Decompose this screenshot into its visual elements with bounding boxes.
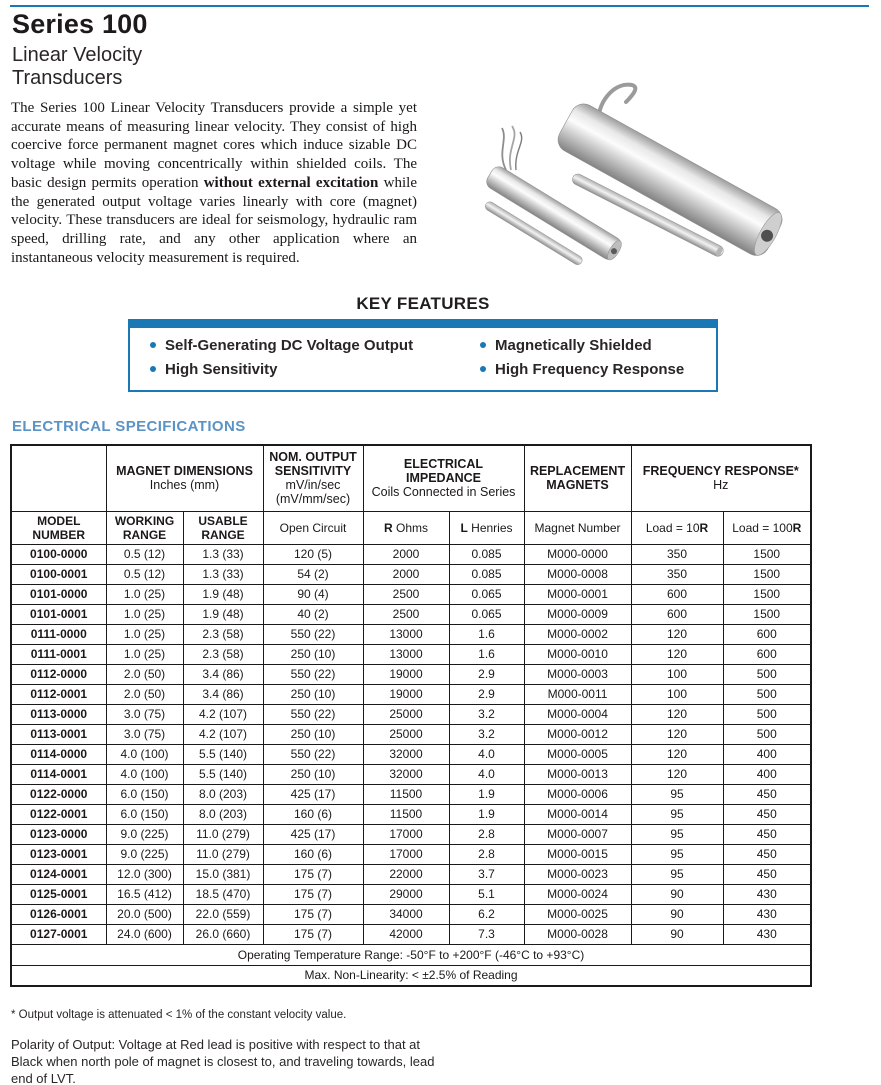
table-row — [11, 584, 811, 604]
table-row — [11, 904, 811, 924]
spec-value-cell: 95 — [631, 824, 723, 844]
electrical-specifications-heading: ELECTRICAL SPECIFICATIONS — [12, 418, 246, 435]
intro-text-after: while the generated output voltage varies linearly with core (magnet) velocity. These transducers are ideal for seismology, hydraulic ram speed, drilling rate, and any other application where an instantaneous velocity measurement is required. — [11, 174, 418, 266]
top-rule — [10, 5, 869, 7]
spec-value-cell: 4.0 — [449, 744, 524, 764]
spec-value-cell: M000-0003 — [524, 664, 631, 684]
spec-value-cell: 1500 — [723, 604, 811, 624]
feature-item — [480, 337, 712, 354]
spec-value-cell: 32000 — [363, 764, 449, 784]
table-row — [11, 604, 811, 624]
intro-paragraph — [11, 99, 417, 267]
spec-value-cell: 0.065 — [449, 604, 524, 624]
spec-value-cell: 120 — [631, 644, 723, 664]
working-range-header: WORKING RANGE — [106, 511, 183, 544]
feature-label: High Sensitivity — [165, 361, 278, 378]
model-number-cell: 0114-0000 — [11, 744, 106, 764]
spec-value-cell: 0.5 (12) — [106, 544, 183, 564]
spec-value-cell: 13000 — [363, 624, 449, 644]
model-number-cell: 0113-0000 — [11, 704, 106, 724]
header-title: ELECTRICAL IMPEDANCE — [403, 457, 484, 486]
spec-value-cell: 5.5 (140) — [183, 764, 263, 784]
spec-value-cell: 95 — [631, 844, 723, 864]
spec-value-cell: 450 — [723, 844, 811, 864]
spec-value-cell: 250 (10) — [263, 644, 363, 664]
spec-value-cell: 175 (7) — [263, 924, 363, 944]
spec-value-cell: 19000 — [363, 664, 449, 684]
spec-value-cell: 9.0 (225) — [106, 824, 183, 844]
table-row — [11, 544, 811, 564]
spec-value-cell: 250 (10) — [263, 764, 363, 784]
spec-value-cell: 54 (2) — [263, 564, 363, 584]
load-100r-header: Load = 100R — [723, 511, 811, 544]
spec-value-cell: M000-0014 — [524, 804, 631, 824]
group-header-row — [11, 445, 811, 511]
table-row — [11, 644, 811, 664]
load-10r-header: Load = 10R — [631, 511, 723, 544]
spec-value-cell: 1.9 — [449, 784, 524, 804]
spec-value-cell: 6.2 — [449, 904, 524, 924]
spec-value-cell: 1.3 (33) — [183, 564, 263, 584]
magnet-dimensions-header — [106, 445, 263, 511]
spec-value-cell: 2.9 — [449, 684, 524, 704]
spec-value-cell: 2.9 — [449, 664, 524, 684]
r-ohms-header: R Ohms — [363, 511, 449, 544]
table-row — [11, 744, 811, 764]
spec-value-cell: 4.2 (107) — [183, 724, 263, 744]
lead-wire-medium-2 — [510, 126, 515, 170]
operating-temp-row — [11, 944, 811, 965]
subtitle-line-1: Linear Velocity — [12, 44, 143, 66]
header-sub: mV/in/sec — [285, 478, 341, 493]
model-number-cell: 0126-0001 — [11, 904, 106, 924]
spec-value-cell: 350 — [631, 544, 723, 564]
spec-value-cell: 2.3 (58) — [183, 624, 263, 644]
header-sub: (mV/mm/sec) — [275, 492, 351, 507]
subtitle-line-2: Transducers — [12, 67, 123, 89]
lead-wire-medium-1 — [502, 128, 506, 170]
spec-value-cell: 600 — [723, 624, 811, 644]
spec-value-cell: 3.4 (86) — [183, 684, 263, 704]
spec-value-cell: 11.0 (279) — [183, 844, 263, 864]
spec-value-cell: 20.0 (500) — [106, 904, 183, 924]
model-number-cell: 0111-0000 — [11, 624, 106, 644]
operating-temp-cell: Operating Temperature Range: -50°F to +200°F (-46°C to +93°C) — [11, 944, 811, 965]
header-title: REPLACEMENT MAGNETS — [529, 464, 626, 493]
spec-value-cell: M000-0023 — [524, 864, 631, 884]
spec-value-cell: 1.0 (25) — [106, 584, 183, 604]
spec-value-cell: 1.0 (25) — [106, 644, 183, 664]
spec-value-cell: 175 (7) — [263, 864, 363, 884]
spec-value-cell: 450 — [723, 784, 811, 804]
model-number-cell: 0112-0000 — [11, 664, 106, 684]
table-row — [11, 784, 811, 804]
spec-value-cell: 1500 — [723, 544, 811, 564]
feature-item — [480, 361, 712, 378]
spec-value-cell: 19000 — [363, 684, 449, 704]
model-number-cell: 0123-0001 — [11, 844, 106, 864]
spec-value-cell: 5.1 — [449, 884, 524, 904]
spec-value-cell: 400 — [723, 744, 811, 764]
spec-value-cell: 250 (10) — [263, 684, 363, 704]
replacement-magnets-header — [524, 445, 631, 511]
spec-value-cell: M000-0004 — [524, 704, 631, 724]
model-number-cell: 0122-0000 — [11, 784, 106, 804]
spec-value-cell: 425 (17) — [263, 824, 363, 844]
spec-value-cell: 3.7 — [449, 864, 524, 884]
table-row — [11, 704, 811, 724]
spec-value-cell: M000-0002 — [524, 624, 631, 644]
spec-value-cell: 95 — [631, 784, 723, 804]
spec-value-cell: 600 — [723, 644, 811, 664]
spec-value-cell: M000-0028 — [524, 924, 631, 944]
spec-value-cell: 175 (7) — [263, 904, 363, 924]
spec-value-cell: 450 — [723, 864, 811, 884]
frequency-response-header — [631, 445, 811, 511]
spec-value-cell: 3.4 (86) — [183, 664, 263, 684]
spec-value-cell: 3.0 (75) — [106, 724, 183, 744]
header-title: FREQUENCY RESPONSE* — [642, 464, 799, 479]
bullet-icon — [480, 342, 486, 348]
key-features-list — [130, 328, 716, 378]
table-row — [11, 564, 811, 584]
spec-value-cell: 120 — [631, 704, 723, 724]
spec-value-cell: 1.3 (33) — [183, 544, 263, 564]
page-subtitle — [12, 44, 148, 90]
spec-value-cell: 95 — [631, 804, 723, 824]
spec-value-cell: 500 — [723, 684, 811, 704]
spec-value-cell: 0.085 — [449, 564, 524, 584]
feature-item — [150, 361, 480, 378]
column-header-row — [11, 511, 811, 544]
spec-value-cell: 430 — [723, 924, 811, 944]
spec-value-cell: 600 — [631, 604, 723, 624]
spec-value-cell: 2000 — [363, 564, 449, 584]
spec-value-cell: 22000 — [363, 864, 449, 884]
spec-value-cell: 1.9 (48) — [183, 604, 263, 624]
spec-value-cell: 400 — [723, 764, 811, 784]
model-number-cell: 0101-0000 — [11, 584, 106, 604]
spec-value-cell: 95 — [631, 864, 723, 884]
table-row — [11, 664, 811, 684]
spec-table-body — [11, 544, 811, 944]
spec-value-cell: 2.8 — [449, 844, 524, 864]
header-sub: Hz — [713, 478, 729, 493]
spec-value-cell: 1.0 (25) — [106, 624, 183, 644]
magnet-number-header: Magnet Number — [524, 511, 631, 544]
spec-value-cell: 9.0 (225) — [106, 844, 183, 864]
spec-value-cell: 0.085 — [449, 544, 524, 564]
table-row — [11, 624, 811, 644]
spec-value-cell: 3.2 — [449, 704, 524, 724]
model-number-cell: 0114-0001 — [11, 764, 106, 784]
spec-value-cell: 550 (22) — [263, 624, 363, 644]
spec-value-cell: 425 (17) — [263, 784, 363, 804]
table-row — [11, 864, 811, 884]
header-title: NOM. OUTPUT SENSITIVITY — [269, 450, 357, 479]
feature-label: High Frequency Response — [495, 361, 685, 378]
key-features-box — [128, 319, 718, 392]
intro-text-before: The Series 100 Linear Velocity Transducers provide a simple yet accurate means of measuring linear velocity. They consist of high coercive force permanent magnet cores which induce sizable DC voltage while moving concentrically within shielded coils. The basic design permits operation — [11, 100, 417, 191]
spec-value-cell: M000-0007 — [524, 824, 631, 844]
spec-value-cell: M000-0005 — [524, 744, 631, 764]
spec-value-cell: 500 — [723, 724, 811, 744]
spec-value-cell: 430 — [723, 884, 811, 904]
spec-value-cell: 4.0 (100) — [106, 744, 183, 764]
spec-value-cell: 11500 — [363, 804, 449, 824]
spec-value-cell: M000-0012 — [524, 724, 631, 744]
spec-value-cell: M000-0006 — [524, 784, 631, 804]
spec-value-cell: 32000 — [363, 744, 449, 764]
spec-value-cell: 40 (2) — [263, 604, 363, 624]
spec-value-cell: 24.0 (600) — [106, 924, 183, 944]
spec-value-cell: 1.9 — [449, 804, 524, 824]
spec-value-cell: 17000 — [363, 844, 449, 864]
spec-value-cell: 450 — [723, 824, 811, 844]
spec-value-cell: 550 (22) — [263, 744, 363, 764]
spec-value-cell: 11500 — [363, 784, 449, 804]
specifications-table — [10, 444, 812, 987]
model-number-cell: 0122-0001 — [11, 804, 106, 824]
spec-value-cell: 15.0 (381) — [183, 864, 263, 884]
model-number-cell: 0123-0000 — [11, 824, 106, 844]
model-number-cell: 0127-0001 — [11, 924, 106, 944]
spec-value-cell: 29000 — [363, 884, 449, 904]
bullet-icon — [150, 366, 156, 372]
spec-value-cell: 8.0 (203) — [183, 784, 263, 804]
model-number-cell: 0100-0000 — [11, 544, 106, 564]
spec-value-cell: 7.3 — [449, 924, 524, 944]
spec-value-cell: M000-0009 — [524, 604, 631, 624]
usable-range-header: USABLE RANGE — [183, 511, 263, 544]
title-block — [12, 9, 148, 90]
model-number-cell: 0124-0001 — [11, 864, 106, 884]
spec-value-cell: 120 — [631, 724, 723, 744]
intro-text-bold: without external excitation — [203, 174, 379, 191]
spec-value-cell: M000-0001 — [524, 584, 631, 604]
spec-value-cell: 22.0 (559) — [183, 904, 263, 924]
model-number-cell: 0113-0001 — [11, 724, 106, 744]
spec-value-cell: 500 — [723, 664, 811, 684]
spec-value-cell: 3.0 (75) — [106, 704, 183, 724]
feature-label: Magnetically Shielded — [495, 337, 652, 354]
model-number-cell: 0112-0001 — [11, 684, 106, 704]
spec-value-cell: 1500 — [723, 584, 811, 604]
blank-header-cell — [11, 445, 106, 511]
sensitivity-header — [263, 445, 363, 511]
spec-value-cell: 1.9 (48) — [183, 584, 263, 604]
spec-value-cell: 120 (5) — [263, 544, 363, 564]
table-row — [11, 804, 811, 824]
spec-value-cell: 25000 — [363, 724, 449, 744]
header-sub: Coils Connected in Series — [371, 485, 516, 500]
spec-value-cell: 120 — [631, 744, 723, 764]
spec-value-cell: 160 (6) — [263, 804, 363, 824]
spec-value-cell: 4.0 (100) — [106, 764, 183, 784]
spec-value-cell: 6.0 (150) — [106, 784, 183, 804]
spec-value-cell: 5.5 (140) — [183, 744, 263, 764]
spec-value-cell: 2.0 (50) — [106, 664, 183, 684]
spec-value-cell: 2500 — [363, 584, 449, 604]
spec-value-cell: 4.0 — [449, 764, 524, 784]
spec-value-cell: 16.5 (412) — [106, 884, 183, 904]
spec-value-cell: M000-0000 — [524, 544, 631, 564]
spec-value-cell: 250 (10) — [263, 724, 363, 744]
spec-value-cell: M000-0015 — [524, 844, 631, 864]
spec-value-cell: 550 (22) — [263, 664, 363, 684]
key-features-accent-bar — [130, 321, 716, 328]
spec-value-cell: 90 — [631, 884, 723, 904]
spec-value-cell: M000-0010 — [524, 644, 631, 664]
spec-value-cell: 120 — [631, 764, 723, 784]
polarity-footnote: Polarity of Output: Voltage at Red lead is positive with respect to that at Black when north pole of magnet is closest to, and traveling towards, lead end of LVT. — [11, 1037, 435, 1085]
spec-value-cell: 12.0 (300) — [106, 864, 183, 884]
table-row — [11, 684, 811, 704]
spec-value-cell: 2.8 — [449, 824, 524, 844]
spec-value-cell: 2.3 (58) — [183, 644, 263, 664]
spec-value-cell: 450 — [723, 804, 811, 824]
model-number-cell: 0101-0001 — [11, 604, 106, 624]
spec-value-cell: 11.0 (279) — [183, 824, 263, 844]
spec-value-cell: 100 — [631, 664, 723, 684]
spec-value-cell: 25000 — [363, 704, 449, 724]
spec-value-cell: 1500 — [723, 564, 811, 584]
model-number-cell: 0111-0001 — [11, 644, 106, 664]
spec-value-cell: 4.2 (107) — [183, 704, 263, 724]
spec-value-cell: 120 — [631, 624, 723, 644]
spec-value-cell: 550 (22) — [263, 704, 363, 724]
model-number-header: MODEL NUMBER — [11, 511, 106, 544]
table-row — [11, 724, 811, 744]
impedance-header — [363, 445, 524, 511]
key-features-title: KEY FEATURES — [356, 294, 490, 313]
spec-value-cell: 8.0 (203) — [183, 804, 263, 824]
feature-label: Self-Generating DC Voltage Output — [165, 337, 414, 354]
table-row — [11, 764, 811, 784]
spec-value-cell: 500 — [723, 704, 811, 724]
non-linearity-row — [11, 965, 811, 986]
bullet-icon — [150, 342, 156, 348]
spec-value-cell: M000-0024 — [524, 884, 631, 904]
spec-value-cell: 0.065 — [449, 584, 524, 604]
output-attenuation-footnote: * Output voltage is attenuated < 1% of the constant velocity value. — [11, 1009, 347, 1021]
table-row — [11, 924, 811, 944]
model-number-cell: 0100-0001 — [11, 564, 106, 584]
spec-value-cell: 90 (4) — [263, 584, 363, 604]
spec-value-cell: 175 (7) — [263, 884, 363, 904]
spec-value-cell: 1.0 (25) — [106, 604, 183, 624]
header-sub: Inches (mm) — [149, 478, 220, 493]
spec-value-cell: M000-0013 — [524, 764, 631, 784]
spec-value-cell: 34000 — [363, 904, 449, 924]
spec-value-cell: 13000 — [363, 644, 449, 664]
bullet-icon — [480, 366, 486, 372]
spec-value-cell: M000-0008 — [524, 564, 631, 584]
spec-value-cell: 90 — [631, 924, 723, 944]
spec-value-cell: 3.2 — [449, 724, 524, 744]
spec-value-cell: 430 — [723, 904, 811, 924]
spec-value-cell: 350 — [631, 564, 723, 584]
spec-value-cell: 0.5 (12) — [106, 564, 183, 584]
table-row — [11, 884, 811, 904]
table-row — [11, 824, 811, 844]
table-row — [11, 844, 811, 864]
spec-value-cell: 1.6 — [449, 624, 524, 644]
l-henries-header: L Henries — [449, 511, 524, 544]
spec-value-cell: 2000 — [363, 544, 449, 564]
spec-value-cell: 42000 — [363, 924, 449, 944]
page-title: Series 100 — [12, 9, 148, 39]
spec-value-cell: 6.0 (150) — [106, 804, 183, 824]
spec-value-cell: M000-0025 — [524, 904, 631, 924]
model-number-cell: 0125-0001 — [11, 884, 106, 904]
spec-value-cell: 90 — [631, 904, 723, 924]
spec-value-cell: 2500 — [363, 604, 449, 624]
non-linearity-cell: Max. Non-Linearity: < ±2.5% of Reading — [11, 965, 811, 986]
lead-wire-medium-3 — [516, 132, 522, 170]
feature-item — [150, 337, 480, 354]
spec-value-cell: 160 (6) — [263, 844, 363, 864]
spec-value-cell: 1.6 — [449, 644, 524, 664]
spec-value-cell: 600 — [631, 584, 723, 604]
spec-value-cell: 100 — [631, 684, 723, 704]
spec-value-cell: 26.0 (660) — [183, 924, 263, 944]
spec-value-cell: 17000 — [363, 824, 449, 844]
spec-value-cell: M000-0011 — [524, 684, 631, 704]
spec-value-cell: 2.0 (50) — [106, 684, 183, 704]
product-photo — [448, 76, 880, 294]
open-circuit-header: Open Circuit — [263, 511, 363, 544]
header-title: MAGNET DIMENSIONS — [116, 464, 253, 479]
spec-value-cell: 18.5 (470) — [183, 884, 263, 904]
